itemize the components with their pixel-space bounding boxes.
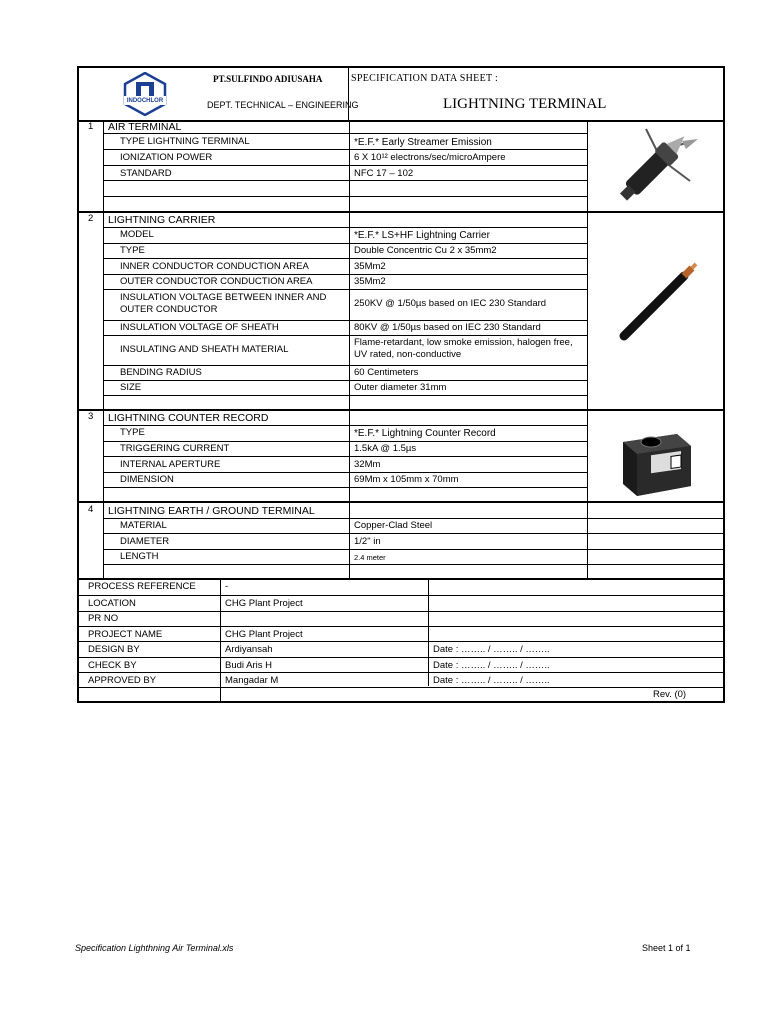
spec-label: TYPE LIGHTNING TERMINAL	[120, 136, 250, 147]
spec-label: DIMENSION	[120, 474, 174, 485]
spec-value: Outer diameter 31mm	[354, 382, 447, 393]
doc-type: SPECIFICATION DATA SHEET :	[351, 73, 499, 84]
spec-label: INSULATION VOLTAGE BETWEEN INNER AND OUTER CONDUCTOR	[120, 292, 327, 315]
spec-value: 6 X 10¹² electrons/sec/microAmpere	[354, 152, 506, 163]
spec-label: MODEL	[120, 229, 154, 240]
spec-label: INSULATING AND SHEATH MATERIAL	[120, 344, 289, 355]
company-logo	[121, 72, 169, 116]
section-1-title: AIR TERMINAL	[108, 121, 182, 133]
approval-label: PROJECT NAME	[88, 629, 163, 640]
spec-value: *E.F.* Lightning Counter Record	[354, 428, 496, 439]
spec-label: INSULATION VOLTAGE OF SHEATH	[120, 322, 279, 333]
spec-label: SIZE	[120, 382, 142, 393]
approval-label: APPROVED BY	[88, 675, 157, 686]
approval-label: CHECK BY	[88, 660, 137, 671]
spec-value: 2.4 meter	[354, 553, 386, 562]
footer-filename: Specification Lighthning Air Terminal.xls	[75, 943, 234, 953]
logo-text: INDOCHLOR	[126, 98, 164, 104]
approval-date: Date : …….. / …….. / ……..	[433, 644, 550, 655]
approval-value: Budi Aris H	[225, 660, 272, 671]
air-terminal-photo	[604, 123, 704, 213]
spec-sheet	[77, 66, 725, 703]
spec-label: MATERIAL	[120, 520, 167, 531]
spec-value: Copper-Clad Steel	[354, 520, 433, 531]
spec-label: BENDING RADIUS	[120, 367, 202, 378]
company-name: PT.SULFINDO ADIUSAHA	[213, 74, 323, 84]
spec-value: 1.5kA @ 1.5µs	[354, 443, 417, 454]
section-4-title: LIGHTNING EARTH / GROUND TERMINAL	[108, 505, 315, 517]
spec-label: STANDARD	[120, 168, 172, 179]
spec-value: 35Mm2	[354, 276, 386, 287]
approval-label: DESIGN BY	[88, 644, 140, 655]
lightning-carrier-cable-photo	[614, 258, 704, 353]
spec-value: Flame-retardant, low smoke emission, halogen free, UV rated, non-conductive	[354, 337, 573, 360]
approval-date: Date : …….. / …….. / ……..	[433, 675, 550, 686]
spec-value: 69Mm x 105mm x 70mm	[354, 474, 459, 485]
spec-label: TYPE	[120, 245, 145, 256]
section-1-number: 1	[88, 121, 94, 132]
spec-label: LENGTH	[120, 551, 159, 562]
spec-label: TRIGGERING CURRENT	[120, 443, 230, 454]
approval-label: LOCATION	[88, 598, 136, 609]
approval-value: Ardiyansah	[225, 644, 273, 655]
approval-value: -	[225, 581, 229, 592]
spec-value: *E.F.* LS+HF Lightning Carrier	[354, 230, 490, 241]
spec-value: Double Concentric Cu 2 x 35mm2	[354, 245, 497, 256]
spec-value: 250KV @ 1/50µs based on IEC 230 Standard	[354, 298, 547, 309]
spec-value: 35Mm2	[354, 261, 386, 272]
approval-label: PR NO	[88, 613, 119, 624]
approval-date: Date : …….. / …….. / ……..	[433, 660, 550, 671]
approval-value: CHG Plant Project	[225, 598, 303, 609]
spec-label: INTERNAL APERTURE	[120, 459, 221, 470]
spec-label: IONIZATION POWER	[120, 152, 213, 163]
section-3-title: LIGHTNING COUNTER RECORD	[108, 412, 269, 424]
spec-value: 60 Centimeters	[354, 367, 419, 378]
section-4-number: 4	[88, 504, 94, 515]
approval-value: CHG Plant Project	[225, 629, 303, 640]
doc-title: LIGHTNING TERMINAL	[443, 96, 607, 112]
section-2-number: 2	[88, 213, 94, 224]
spec-value: 1/2" in	[354, 536, 381, 547]
section-3-number: 3	[88, 411, 94, 422]
counter-record-photo	[617, 420, 697, 505]
spec-label: TYPE	[120, 427, 145, 438]
department-name: DEPT. TECHNICAL – ENGINEERING	[207, 100, 359, 110]
spec-value: 32Mm	[354, 459, 381, 470]
approval-label: PROCESS REFERENCE	[88, 581, 196, 592]
spec-value: *E.F.* Early Streamer Emission	[354, 137, 492, 148]
spec-value: NFC 17 – 102	[354, 168, 414, 179]
spec-label: OUTER CONDUCTOR CONDUCTION AREA	[120, 276, 313, 287]
footer-sheet: Sheet 1 of 1	[642, 943, 691, 953]
section-2-title: LIGHTNING CARRIER	[108, 214, 216, 226]
spec-label: INNER CONDUCTOR CONDUCTION AREA	[120, 261, 309, 272]
approval-value: Mangadar M	[225, 675, 279, 686]
spec-label: DIAMETER	[120, 536, 170, 547]
revision-label: Rev. (0)	[653, 689, 687, 700]
spec-value: 80KV @ 1/50µs based on IEC 230 Standard	[354, 322, 541, 333]
